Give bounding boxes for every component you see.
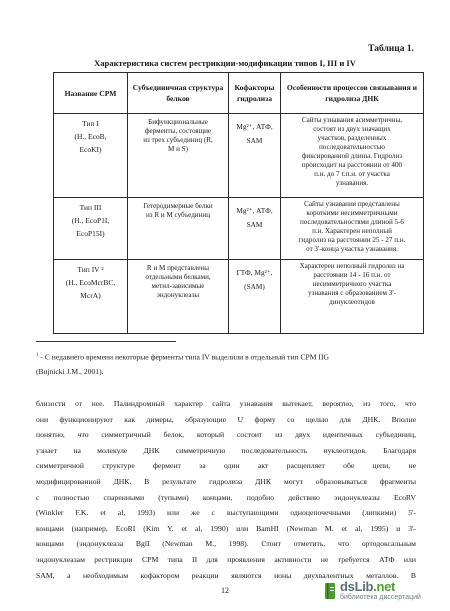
table-row xyxy=(54,198,424,260)
body-line: SAM, а необходимым кофактором реакции являются ионы двухвалентных металлов. В xyxy=(36,570,416,580)
watermark-brand-main: dsLib xyxy=(340,579,374,594)
cell-line: EcoKI) xyxy=(79,145,102,154)
cell-line: M и S) xyxy=(168,145,188,153)
cell-line: ферменты, состоящие xyxy=(144,127,212,135)
table-row xyxy=(54,260,424,334)
cell-line: состоят из двух значащих xyxy=(313,125,391,133)
cell-subunits xyxy=(128,260,229,334)
cell-cofactors xyxy=(229,114,281,198)
cell-line: Тип III xyxy=(79,203,102,212)
cell-line: ГТФ, Mg²⁺, xyxy=(236,268,273,277)
cell-line: Сайты узнавания представлены xyxy=(304,200,400,208)
cell-line: последовательностями длиной 5-6 xyxy=(300,218,404,226)
book-icon xyxy=(324,581,338,601)
cell-line: гидролиз на расстоянии 25 - 27 п.н. xyxy=(298,236,406,244)
cell-line: от 3'-конца участка узнавания. xyxy=(306,245,398,253)
cell-line: Тип I xyxy=(82,119,99,128)
cell-features xyxy=(281,114,424,198)
cell-line: расстоянии 14 - 16 п.н. от xyxy=(313,271,391,279)
rm-systems-table xyxy=(53,72,424,334)
table-row xyxy=(54,114,424,198)
page-number: 12 xyxy=(221,586,229,595)
footnote xyxy=(36,349,416,379)
cell-line: Характерен неполный гидролиз на xyxy=(299,262,405,270)
body-line: с полностью спаренными (тупыми) концами, подобно действию эндонуклеазы EcoRV xyxy=(36,492,416,502)
cell-line: (SAM) xyxy=(244,282,265,291)
header-cofactors: Кофакторы гидролиза xyxy=(229,73,281,114)
cell-line: узнавания с образованием 3'- xyxy=(307,289,396,297)
watermark-subtitle: библиотека диссертаций xyxy=(340,594,421,601)
body-line: (Winkler F.K. et al, 1993) или же с выступающими одноцепочечными (липкими) 5'- xyxy=(36,508,416,518)
body-line: модифицированной ДНК. В результате гидролиза ДНК могут образовываться фрагменты xyxy=(36,476,416,486)
cell-line: участков, разделенных xyxy=(317,134,387,142)
cell-line: отдельными белками, xyxy=(145,273,211,281)
cell-line: McrA) xyxy=(80,291,101,300)
footnote-citation: (Bujnicki J.M., 2001). xyxy=(36,366,104,376)
cell-line: Гетеродимерные белки xyxy=(143,202,213,210)
cell-line: п.н. Характерен неполный xyxy=(312,227,392,235)
body-line: эндонуклеазам рестрикции СРМ типа II для проявления активности не требуется АТФ или xyxy=(36,554,416,564)
cell-line: (H., EcoMcrBC, xyxy=(65,278,116,287)
cell-features xyxy=(281,198,424,260)
body-line: концами (например, EcoRI (Kim Y. et al, 1990) или BamHI (Newman M. et al, 1995) и 3'- xyxy=(36,523,416,533)
footnote-text: - С недавнего времени некоторые ферменты типа IV выделили в отдельный тип СРМ IIG xyxy=(40,352,329,362)
cell-subunits xyxy=(128,114,229,198)
cell-name xyxy=(54,114,128,198)
body-paragraph xyxy=(36,396,416,586)
cell-line: п.н. до 7 т.п.н. от участка xyxy=(314,170,390,178)
body-line: понятно, что симметричный белок, который состоит из двух идентичных субъединиц, xyxy=(36,430,416,440)
cell-line: метил-зависимые xyxy=(151,282,205,290)
body-line: концами (эндонуклеаза BglI (Newman M., 1998). Стоит отметить, что ортодоксальным xyxy=(36,539,416,549)
cell-line: происходит на расстоянии от 400 xyxy=(301,161,403,169)
cell-line: Mg²⁺, АТФ, xyxy=(236,206,273,215)
cell-cofactors xyxy=(229,198,281,260)
table-label: Таблица 1. xyxy=(368,44,414,54)
cell-name xyxy=(54,260,128,334)
cell-line: несимметричного участка xyxy=(312,280,392,288)
cell-line: Mg²⁺, АТФ, xyxy=(236,122,273,131)
cell-line: EcoP15I) xyxy=(76,229,105,238)
cell-line: короткими несимметричными xyxy=(306,209,398,217)
cell-line: из R и M субъединиц xyxy=(146,211,210,219)
dslib-watermark[interactable] xyxy=(324,579,436,607)
cell-subunits xyxy=(128,198,229,260)
cell-line: SAM xyxy=(246,136,263,145)
cell-line: SAM xyxy=(246,220,263,229)
watermark-brand xyxy=(340,579,395,594)
cell-line: Бифункциональные xyxy=(148,118,208,126)
cell-line: последовательностью xyxy=(319,143,385,151)
body-line: они функционируют как димеры, образующие U форму со щелью для ДНК. Вполне xyxy=(36,414,416,424)
footnote-marker: 1 xyxy=(36,353,39,358)
header-name: Название СРМ xyxy=(54,73,128,114)
cell-line: из трех субъединиц (R, xyxy=(143,136,213,144)
header-subunits: Субъединичная структура белков xyxy=(128,73,229,114)
cell-line: R и M представлены xyxy=(146,264,210,272)
header-features: Особенности процессов связывания и гидролиза ДНК xyxy=(281,73,424,114)
cell-line: Сайты узнавания асимметричны, xyxy=(301,116,403,124)
cell-line: фиксированной длины. Гидролиз xyxy=(301,152,403,160)
table-header-row xyxy=(54,73,424,114)
body-line: узнает на молекуле ДНК симметричную последовательность нуклеотидов. Благодаря xyxy=(36,445,416,455)
cell-line: узнавания. xyxy=(335,179,369,187)
cell-line: (H., EcoB, xyxy=(74,132,107,141)
cell-line: эндонуклеазы xyxy=(156,291,200,299)
cell-line: динуклеотидов xyxy=(329,298,375,306)
table-title: Характеристика систем рестрикции-модификации типов I, III и IV xyxy=(94,58,356,68)
footnote-divider xyxy=(36,341,176,342)
cell-line: (H., EcoP1I, xyxy=(71,216,110,225)
cell-line: Тип IV ² xyxy=(77,265,104,274)
body-line: симметричной структуре фермент за один акт расщепляет обе цепи, не xyxy=(36,461,416,471)
watermark-brand-accent: .net xyxy=(373,579,396,594)
cell-name xyxy=(54,198,128,260)
body-line: близости от нее. Палиндромный характер сайта узнавания вытекает, вероятно, из того, что xyxy=(36,399,416,408)
cell-cofactors xyxy=(229,260,281,334)
cell-features xyxy=(281,260,424,334)
